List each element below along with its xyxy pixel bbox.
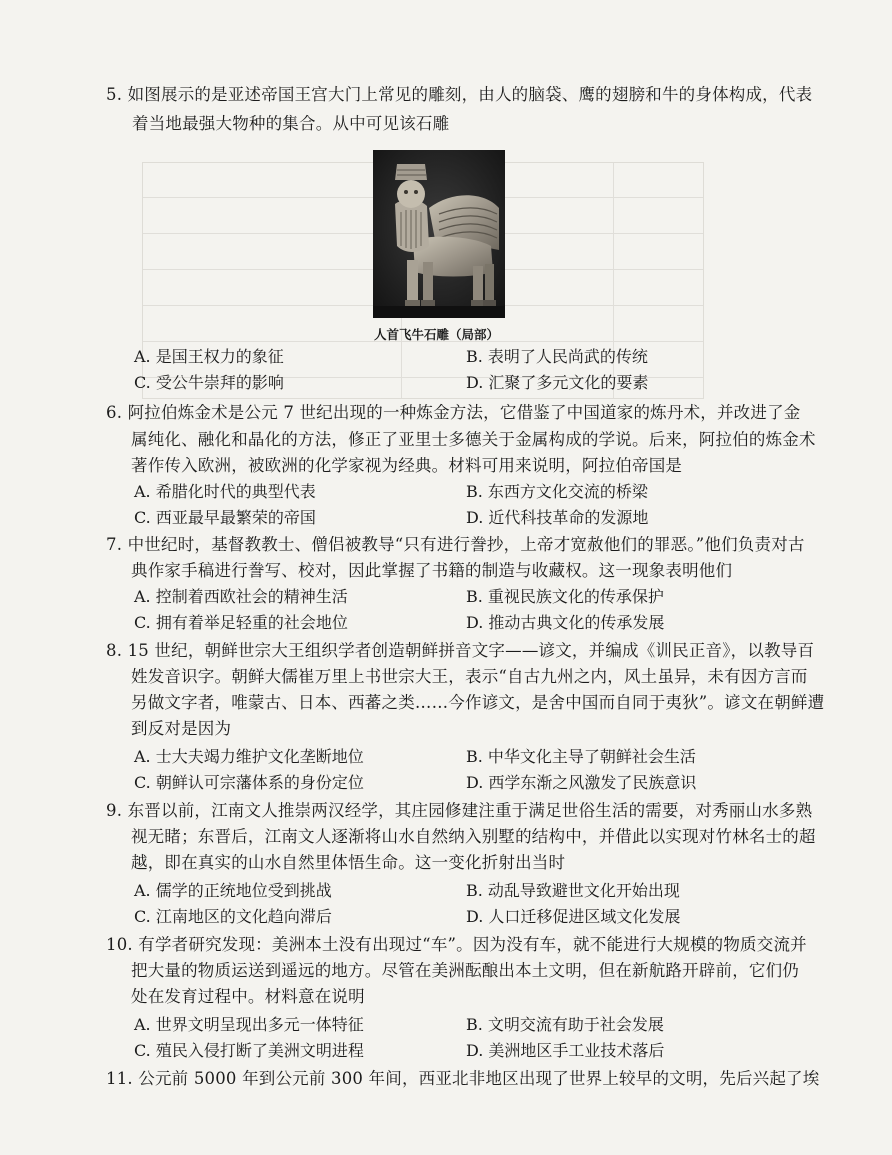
q7-stem-line-1: 7. 中世纪时，基督教教士、僧侣被教导“只有进行誊抄，上帝才宽赦他们的罪恶。”他们负责对古 xyxy=(106,535,805,554)
q5-option-b[interactable]: B. 表明了人民尚武的传统 xyxy=(466,347,648,366)
q9-option-a[interactable]: A. 儒学的正统地位受到挑战 xyxy=(134,881,332,900)
q10-stem-line-2: 把大量的物质运送到遥远的地方。尽管在美洲酝酿出本土文明，但在新航路开辟前，它们仍 xyxy=(131,961,799,980)
q9-option-d[interactable]: D. 人口迁移促进区域文化发展 xyxy=(466,907,681,926)
q6-option-c[interactable]: C. 西亚最早最繁荣的帝国 xyxy=(134,508,316,527)
q6-stem-line-3: 著作传入欧洲，被欧洲的化学家视为经典。材料可用来说明，阿拉伯帝国是 xyxy=(131,456,683,475)
q8-stem-line-4: 到反对是因为 xyxy=(131,719,232,738)
q5-stem-line-2: 着当地最强大物种的集合。从中可见该石雕 xyxy=(132,114,450,133)
q6-stem-line-1: 6. 阿拉伯炼金术是公元 7 世纪出现的一种炼金方法，它借鉴了中国道家的炼丹术，并改进了金 xyxy=(106,403,801,422)
q5-stem-line-1: 5. 如图展示的是亚述帝国王宫大门上常见的雕刻，由人的脑袋、鹰的翅膀和牛的身体构成，代表 xyxy=(106,85,813,104)
q10-option-a[interactable]: A. 世界文明呈现出多元一体特征 xyxy=(134,1015,364,1034)
q7-option-a[interactable]: A. 控制着西欧社会的精神生活 xyxy=(134,587,348,606)
q9-option-b[interactable]: B. 动乱导致避世文化开始出现 xyxy=(466,881,680,900)
q7-option-b[interactable]: B. 重视民族文化的传承保护 xyxy=(466,587,664,606)
q9-stem-line-1: 9. 东晋以前，江南文人推崇两汉经学，其庄园修建注重于满足世俗生活的需要，对秀丽山水多熟 xyxy=(106,801,813,820)
q10-option-b[interactable]: B. 文明交流有助于社会发展 xyxy=(466,1015,664,1034)
lamassu-sculpture-icon xyxy=(373,150,505,318)
q8-option-d[interactable]: D. 西学东渐之风激发了民族意识 xyxy=(466,773,697,792)
q10-option-c[interactable]: C. 殖民入侵打断了美洲文明进程 xyxy=(134,1041,364,1060)
q8-stem-line-1: 8. 15 世纪，朝鲜世宗大王组织学者创造朝鲜拼音文字——谚文，并编成《训民正音》，以教导百 xyxy=(106,641,815,660)
lamassu-sculpture-image xyxy=(373,150,505,318)
q9-option-c[interactable]: C. 江南地区的文化趋向滞后 xyxy=(134,907,332,926)
q6-option-b[interactable]: B. 东西方文化交流的桥梁 xyxy=(466,482,648,501)
q11-stem-line-1: 11. 公元前 5000 年到公元前 300 年间，西亚北非地区出现了世界上较早的文明，先后兴起了埃 xyxy=(106,1069,820,1088)
q5-option-a[interactable]: A. 是国王权力的象征 xyxy=(134,347,284,366)
q8-option-a[interactable]: A. 士大夫竭力维护文化垄断地位 xyxy=(134,747,364,766)
q7-stem-line-2: 典作家手稿进行誊写、校对，因此掌握了书籍的制造与收藏权。这一现象表明他们 xyxy=(131,561,733,580)
q6-stem-line-2: 属纯化、融化和晶化的方法，修正了亚里士多德关于金属构成的学说。后来，阿拉伯的炼金术 xyxy=(131,430,816,449)
q5-option-d[interactable]: D. 汇聚了多元文化的要素 xyxy=(466,373,649,392)
q10-option-d[interactable]: D. 美洲地区手工业技术落后 xyxy=(466,1041,665,1060)
q9-stem-line-3: 越，即在真实的山水自然里体悟生命。这一变化折射出当时 xyxy=(131,853,566,872)
figure-caption: 人首飞牛石雕（局部） xyxy=(374,327,500,342)
q6-option-d[interactable]: D. 近代科技革命的发源地 xyxy=(466,508,649,527)
q10-stem-line-3: 处在发育过程中。材料意在说明 xyxy=(131,987,365,1006)
q8-option-b[interactable]: B. 中华文化主导了朝鲜社会生活 xyxy=(466,747,696,766)
q5-option-c[interactable]: C. 受公牛崇拜的影响 xyxy=(134,373,284,392)
q7-option-d[interactable]: D. 推动古典文化的传承发展 xyxy=(466,613,665,632)
q8-option-c[interactable]: C. 朝鲜认可宗藩体系的身份定位 xyxy=(134,773,364,792)
q10-stem-line-1: 10. 有学者研究发现：美洲本土没有出现过“车”。因为没有车，就不能进行大规模的物质交流并 xyxy=(106,935,807,954)
q8-stem-line-3: 另做文字者，唯蒙古、日本、西蕃之类……今作谚文，是舍中国而自同于夷狄”。谚文在朝鲜遭 xyxy=(131,693,825,712)
q6-option-a[interactable]: A. 希腊化时代的典型代表 xyxy=(134,482,316,501)
q9-stem-line-2: 视无睹；东晋后，江南文人逐渐将山水自然纳入别墅的结构中，并借此以实现对竹林名士的超 xyxy=(131,827,816,846)
q8-stem-line-2: 姓发音识字。朝鲜大儒崔万里上书世宗大王，表示“自古九州之内，风土虽异，未有因方言而 xyxy=(131,667,808,686)
q7-option-c[interactable]: C. 拥有着举足轻重的社会地位 xyxy=(134,613,348,632)
